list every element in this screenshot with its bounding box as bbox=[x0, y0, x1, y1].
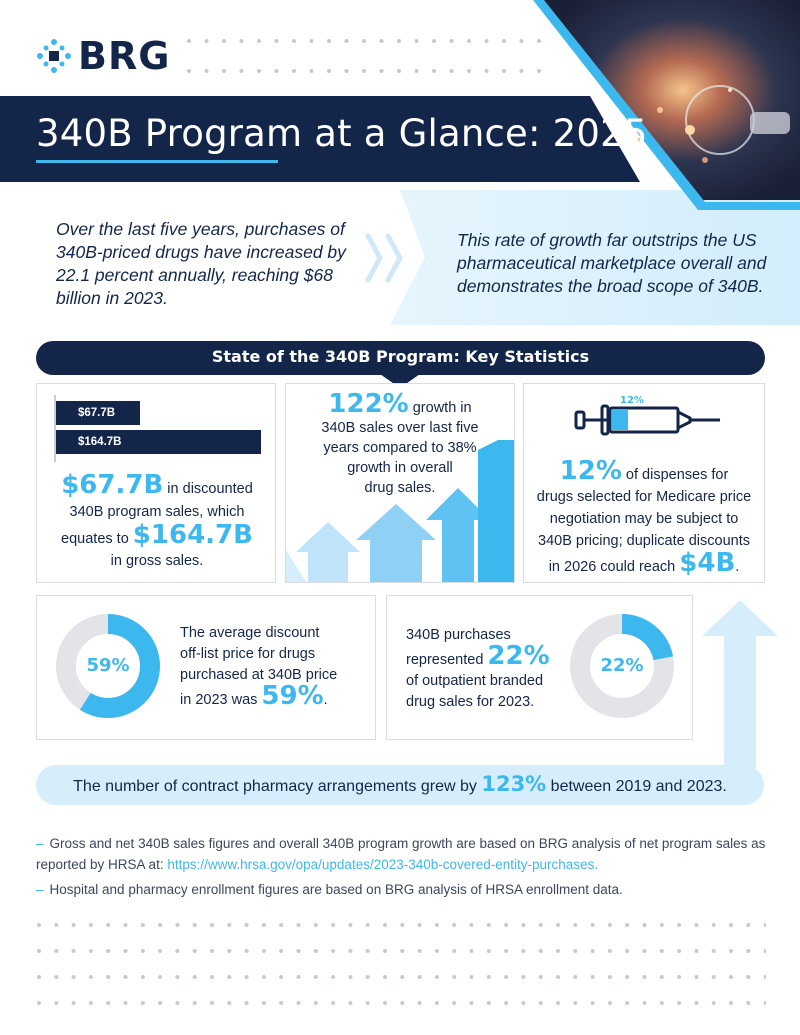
pharmacy-text bbox=[36, 772, 764, 796]
pharmacy-text-2: between 2019 and 2023. bbox=[546, 778, 727, 795]
decorative-dot bbox=[331, 923, 335, 927]
decorative-dot bbox=[677, 923, 681, 927]
card-outpatient-text bbox=[406, 625, 566, 713]
decorative-dot bbox=[435, 923, 439, 927]
decorative-dot bbox=[292, 69, 296, 73]
pharmacy-text-1: The number of contract pharmacy arrangements grew by bbox=[73, 778, 482, 795]
decorative-dot bbox=[608, 923, 612, 927]
card-discount-line-1: The average discount bbox=[180, 625, 320, 641]
decorative-dot bbox=[450, 39, 454, 43]
decorative-dot bbox=[432, 39, 436, 43]
decorative-dot bbox=[193, 949, 197, 953]
decorative-dot bbox=[452, 1001, 456, 1005]
decorative-dot bbox=[106, 949, 110, 953]
decorative-dot bbox=[694, 949, 698, 953]
card-growth-line-5: drug sales. bbox=[364, 480, 436, 496]
decorative-dot bbox=[210, 923, 214, 927]
decorative-dot bbox=[245, 923, 249, 927]
decorative-dot bbox=[467, 39, 471, 43]
decorative-dot bbox=[245, 949, 249, 953]
decorative-dot bbox=[591, 923, 595, 927]
decorative-dot bbox=[331, 975, 335, 979]
decorative-dot bbox=[245, 1001, 249, 1005]
decorative-dot bbox=[141, 1001, 145, 1005]
decorative-dot bbox=[262, 1001, 266, 1005]
decorative-dot bbox=[175, 923, 179, 927]
decorative-dot bbox=[677, 975, 681, 979]
decorative-dot bbox=[694, 1001, 698, 1005]
decorative-dot bbox=[556, 949, 560, 953]
decorative-dot bbox=[625, 949, 629, 953]
decorative-dot bbox=[279, 923, 283, 927]
decorative-dot bbox=[537, 39, 541, 43]
card-dispense-line-4: 340B pricing; duplicate discounts bbox=[538, 533, 750, 549]
decorative-dot bbox=[418, 923, 422, 927]
decorative-dot bbox=[292, 39, 296, 43]
decorative-dot bbox=[175, 1001, 179, 1005]
decorative-dot bbox=[383, 923, 387, 927]
card-outpatient-line-2: represented bbox=[406, 652, 488, 668]
decorative-dot bbox=[348, 1001, 352, 1005]
decorative-dot bbox=[279, 1001, 283, 1005]
decorative-dot bbox=[245, 975, 249, 979]
decorative-dot bbox=[729, 923, 733, 927]
decorative-dot bbox=[240, 69, 244, 73]
decorative-dot bbox=[521, 975, 525, 979]
footnote-2-text: Hospital and pharmacy enrollment figures are based on BRG analysis of HRSA enrollment data. bbox=[49, 882, 623, 897]
decorative-dot bbox=[383, 1001, 387, 1005]
decorative-dot bbox=[227, 949, 231, 953]
decorative-dot bbox=[187, 69, 191, 73]
decorative-dot bbox=[366, 949, 370, 953]
decorative-dot bbox=[106, 1001, 110, 1005]
decorative-dot bbox=[502, 69, 506, 73]
decorative-dot bbox=[694, 975, 698, 979]
donut-discount-label: 59% bbox=[86, 655, 130, 676]
intro-right-text: This rate of growth far outstrips the US pharmaceutical marketplace overall and demonstrates the broad scope of 340B. bbox=[457, 230, 767, 296]
card-dispense-line-3: negotiation may be subject to bbox=[549, 511, 739, 527]
card-sales-line-3: equates to bbox=[61, 531, 133, 547]
decorative-dot bbox=[37, 1001, 41, 1005]
decorative-dot bbox=[310, 39, 314, 43]
decorative-dot bbox=[262, 949, 266, 953]
card-discount-line-2: off-list price for drugs bbox=[180, 646, 316, 662]
card-outpatient-line-4: drug sales for 2023. bbox=[406, 694, 535, 710]
decorative-dot bbox=[521, 923, 525, 927]
decorative-dot bbox=[262, 923, 266, 927]
decorative-dot bbox=[764, 975, 766, 979]
card-growth-line-1: growth in bbox=[408, 400, 472, 416]
intro-left-text: Over the last five years, purchases of 340B-priced drugs have increased by 22.1 percent annually, reaching $68 billion in 2023. bbox=[56, 219, 346, 308]
decorative-dot bbox=[314, 949, 318, 953]
decorative-dot bbox=[175, 975, 179, 979]
decorative-dot bbox=[158, 1001, 162, 1005]
card-growth-line-3: years compared to 38% bbox=[323, 440, 477, 456]
decorative-dot bbox=[504, 949, 508, 953]
decorative-dot bbox=[418, 1001, 422, 1005]
decorative-dot bbox=[397, 69, 401, 73]
chevron-arrows-icon bbox=[368, 236, 400, 280]
decorative-dot bbox=[625, 923, 629, 927]
decorative-dot bbox=[729, 975, 733, 979]
decorative-dot bbox=[72, 949, 76, 953]
decorative-dot bbox=[193, 923, 197, 927]
big-123: 123% bbox=[481, 772, 547, 796]
decorative-dot bbox=[712, 949, 716, 953]
decorative-dot bbox=[366, 975, 370, 979]
decorative-dot bbox=[187, 39, 191, 43]
decorative-dot bbox=[520, 39, 524, 43]
decorative-dot bbox=[348, 949, 352, 953]
decorative-dot bbox=[487, 949, 491, 953]
decorative-dot bbox=[380, 69, 384, 73]
decorative-dot bbox=[54, 1001, 58, 1005]
decorative-dot bbox=[345, 69, 349, 73]
decorative-dot bbox=[54, 975, 58, 979]
decorative-dot bbox=[54, 949, 58, 953]
decorative-dot bbox=[435, 975, 439, 979]
decorative-dot bbox=[504, 975, 508, 979]
card-sales-line-4: in gross sales. bbox=[110, 553, 204, 569]
stats-title: State of the 340B Program: Key Statistics bbox=[211, 347, 590, 366]
decorative-dot bbox=[470, 949, 474, 953]
decorative-dot bbox=[470, 923, 474, 927]
decorative-dot bbox=[400, 1001, 404, 1005]
card-dispense-text bbox=[527, 456, 761, 578]
decorative-dot bbox=[418, 949, 422, 953]
decorative-dot bbox=[729, 949, 733, 953]
decorative-dot bbox=[275, 39, 279, 43]
decorative-dot bbox=[141, 923, 145, 927]
decorative-dot bbox=[210, 949, 214, 953]
logo-mark-icon bbox=[36, 38, 72, 74]
decorative-dot bbox=[485, 39, 489, 43]
syringe-label: 12% bbox=[620, 395, 644, 406]
footnote-1 bbox=[36, 833, 766, 875]
decorative-dot bbox=[54, 923, 58, 927]
big-12: 12% bbox=[559, 456, 622, 486]
decorative-dot bbox=[712, 1001, 716, 1005]
decorative-dot bbox=[764, 923, 766, 927]
big-4b: $4B bbox=[679, 548, 736, 578]
card-dispense-line-5: in 2026 could reach bbox=[548, 559, 680, 575]
card-sales-line-2: 340B program sales, which bbox=[69, 504, 245, 520]
decorative-dots-top bbox=[186, 38, 556, 78]
decorative-dot bbox=[397, 39, 401, 43]
decorative-dot bbox=[310, 69, 314, 73]
decorative-dot bbox=[331, 949, 335, 953]
decorative-dot bbox=[487, 1001, 491, 1005]
card-outpatient-line-1: 340B purchases bbox=[406, 627, 511, 643]
decorative-dot bbox=[124, 975, 128, 979]
decorative-dot bbox=[400, 923, 404, 927]
decorative-dot bbox=[222, 69, 226, 73]
decorative-dot bbox=[314, 1001, 318, 1005]
card-sales-line-1: in discounted bbox=[163, 481, 253, 497]
decorative-dot bbox=[72, 1001, 76, 1005]
footnote-2 bbox=[36, 879, 766, 900]
decorative-dot bbox=[452, 949, 456, 953]
decorative-dot bbox=[677, 1001, 681, 1005]
decorative-dot bbox=[37, 949, 41, 953]
decorative-dot bbox=[124, 923, 128, 927]
decorative-dot bbox=[432, 69, 436, 73]
decorative-dot bbox=[37, 975, 41, 979]
decorative-dot bbox=[677, 949, 681, 953]
decorative-dot bbox=[435, 949, 439, 953]
decorative-dot bbox=[366, 1001, 370, 1005]
card-sales-text bbox=[42, 472, 272, 570]
decorative-dot bbox=[625, 975, 629, 979]
decorative-dot bbox=[400, 949, 404, 953]
decorative-dot bbox=[764, 1001, 766, 1005]
decorative-dot bbox=[591, 949, 595, 953]
decorative-dot bbox=[227, 923, 231, 927]
decorative-dot bbox=[275, 69, 279, 73]
decorative-dot bbox=[362, 69, 366, 73]
decorative-dot bbox=[89, 923, 93, 927]
card-discount-line-4: in 2023 was bbox=[180, 692, 262, 708]
decorative-dot bbox=[106, 923, 110, 927]
decorative-dot bbox=[746, 923, 750, 927]
decorative-dot bbox=[380, 39, 384, 43]
decorative-dot bbox=[746, 1001, 750, 1005]
decorative-dot bbox=[539, 923, 543, 927]
decorative-dot bbox=[415, 69, 419, 73]
decorative-dot bbox=[89, 1001, 93, 1005]
decorative-dot bbox=[521, 1001, 525, 1005]
decorative-dot bbox=[712, 923, 716, 927]
decorative-dot bbox=[227, 975, 231, 979]
bar-gross-sales: $164.7B bbox=[56, 430, 261, 454]
decorative-dot bbox=[158, 949, 162, 953]
decorative-dot bbox=[124, 1001, 128, 1005]
decorative-dot bbox=[141, 949, 145, 953]
decorative-dot bbox=[279, 975, 283, 979]
decorative-dot bbox=[240, 39, 244, 43]
card-discount-period: . bbox=[323, 692, 328, 708]
decorative-dot bbox=[591, 1001, 595, 1005]
decorative-dot bbox=[764, 949, 766, 953]
decorative-dot bbox=[383, 949, 387, 953]
decorative-dot bbox=[537, 69, 541, 73]
decorative-dot bbox=[327, 39, 331, 43]
decorative-dot bbox=[660, 923, 664, 927]
decorative-dot bbox=[485, 69, 489, 73]
decorative-dot bbox=[746, 975, 750, 979]
big-59: 59% bbox=[261, 681, 324, 711]
decorative-dot bbox=[193, 1001, 197, 1005]
decorative-dot bbox=[314, 923, 318, 927]
decorative-dot bbox=[556, 923, 560, 927]
footnote-1-text: Gross and net 340B sales figures and overall 340B program growth are based on BRG analysis of net program sales as reported by HRSA at: bbox=[36, 836, 766, 872]
decorative-dot bbox=[279, 949, 283, 953]
decorative-dot bbox=[72, 923, 76, 927]
decorative-dot bbox=[227, 1001, 231, 1005]
bullet-dash: – bbox=[36, 882, 44, 897]
decorative-dot bbox=[625, 1001, 629, 1005]
syringe-icon bbox=[574, 392, 722, 440]
decorative-dot bbox=[210, 1001, 214, 1005]
decorative-dot bbox=[556, 1001, 560, 1005]
decorative-dot bbox=[205, 39, 209, 43]
decorative-dot bbox=[297, 949, 301, 953]
decorative-dot bbox=[348, 975, 352, 979]
decorative-dot bbox=[729, 1001, 733, 1005]
decorative-dot bbox=[257, 39, 261, 43]
card-growth-text bbox=[290, 389, 510, 498]
decorative-dot bbox=[504, 923, 508, 927]
decorative-dot bbox=[452, 923, 456, 927]
decorative-dot bbox=[366, 923, 370, 927]
decorative-dot bbox=[746, 949, 750, 953]
decorative-dot bbox=[415, 39, 419, 43]
decorative-dot bbox=[89, 975, 93, 979]
decorative-dot bbox=[502, 39, 506, 43]
logo-text: BRG bbox=[78, 34, 171, 78]
decorative-dot bbox=[573, 975, 577, 979]
decorative-dot bbox=[608, 975, 612, 979]
decorative-dot bbox=[297, 1001, 301, 1005]
decorative-dot bbox=[573, 1001, 577, 1005]
decorative-dot bbox=[504, 1001, 508, 1005]
decorative-dot bbox=[470, 1001, 474, 1005]
big-67-7b: $67.7B bbox=[61, 470, 164, 500]
decorative-dot bbox=[643, 1001, 647, 1005]
card-growth-line-4: growth in overall bbox=[347, 460, 453, 476]
decorative-dot bbox=[345, 39, 349, 43]
decorative-dot bbox=[591, 975, 595, 979]
decorative-dot bbox=[72, 975, 76, 979]
decorative-dot bbox=[450, 69, 454, 73]
decorative-dot bbox=[362, 39, 366, 43]
decorative-dot bbox=[383, 975, 387, 979]
card-discount-line-3: purchased at 340B price bbox=[180, 667, 338, 683]
decorative-dot bbox=[106, 975, 110, 979]
decorative-dots-bottom bbox=[36, 922, 766, 1007]
decorative-dot bbox=[539, 949, 543, 953]
decorative-dot bbox=[694, 923, 698, 927]
decorative-dot bbox=[556, 975, 560, 979]
decorative-dot bbox=[643, 975, 647, 979]
decorative-dot bbox=[573, 923, 577, 927]
bar-discounted-sales: $67.7B bbox=[56, 401, 140, 425]
decorative-dot bbox=[487, 975, 491, 979]
bullet-dash: – bbox=[36, 836, 44, 851]
decorative-dot bbox=[660, 949, 664, 953]
decorative-dot bbox=[205, 69, 209, 73]
decorative-dot bbox=[314, 975, 318, 979]
decorative-dot bbox=[643, 923, 647, 927]
donut-outpatient-label: 22% bbox=[600, 655, 644, 676]
decorative-dot bbox=[643, 949, 647, 953]
decorative-dot bbox=[297, 923, 301, 927]
decorative-dot bbox=[435, 1001, 439, 1005]
brg-logo bbox=[36, 34, 170, 78]
decorative-dot bbox=[467, 69, 471, 73]
decorative-dot bbox=[331, 1001, 335, 1005]
decorative-dot bbox=[89, 949, 93, 953]
decorative-dot bbox=[297, 975, 301, 979]
decorative-dot bbox=[573, 949, 577, 953]
card-dispense-line-1: of dispenses for bbox=[621, 467, 729, 483]
decorative-dot bbox=[348, 923, 352, 927]
decorative-dot bbox=[660, 975, 664, 979]
card-dispense-period: . bbox=[735, 559, 740, 575]
decorative-dot bbox=[193, 975, 197, 979]
decorative-dot bbox=[327, 69, 331, 73]
hrsa-link[interactable]: https://www.hrsa.gov/opa/updates/2023-340b-covered-entity-purchases. bbox=[167, 857, 599, 872]
decorative-dot bbox=[141, 975, 145, 979]
decorative-dot bbox=[257, 69, 261, 73]
decorative-dot bbox=[539, 1001, 543, 1005]
decorative-dot bbox=[487, 923, 491, 927]
decorative-dot bbox=[660, 1001, 664, 1005]
decorative-dot bbox=[262, 975, 266, 979]
decorative-dot bbox=[712, 975, 716, 979]
decorative-dot bbox=[418, 975, 422, 979]
decorative-dot bbox=[608, 949, 612, 953]
decorative-dot bbox=[608, 1001, 612, 1005]
decorative-dot bbox=[222, 39, 226, 43]
card-dispense-line-2: drugs selected for Medicare price bbox=[536, 489, 752, 505]
decorative-dot bbox=[452, 975, 456, 979]
big-122: 122% bbox=[328, 389, 409, 419]
title-underline bbox=[36, 160, 278, 163]
decorative-dot bbox=[158, 975, 162, 979]
decorative-dot bbox=[37, 923, 41, 927]
decorative-dot bbox=[158, 923, 162, 927]
decorative-dot bbox=[400, 975, 404, 979]
card-outpatient-line-3: of outpatient branded bbox=[406, 673, 544, 689]
decorative-dot bbox=[124, 949, 128, 953]
decorative-dot bbox=[210, 975, 214, 979]
card-growth-line-2: 340B sales over last five bbox=[321, 420, 479, 436]
pharmacy-arrow bbox=[700, 598, 780, 788]
big-22: 22% bbox=[487, 641, 550, 671]
decorative-dot bbox=[521, 949, 525, 953]
big-164-7b: $164.7B bbox=[132, 520, 253, 550]
page-title: 340B Program at a Glance: 2025 bbox=[36, 112, 648, 155]
decorative-dot bbox=[520, 69, 524, 73]
decorative-dot bbox=[539, 975, 543, 979]
card-discount-text bbox=[180, 623, 370, 711]
decorative-dot bbox=[175, 949, 179, 953]
decorative-dot bbox=[470, 975, 474, 979]
